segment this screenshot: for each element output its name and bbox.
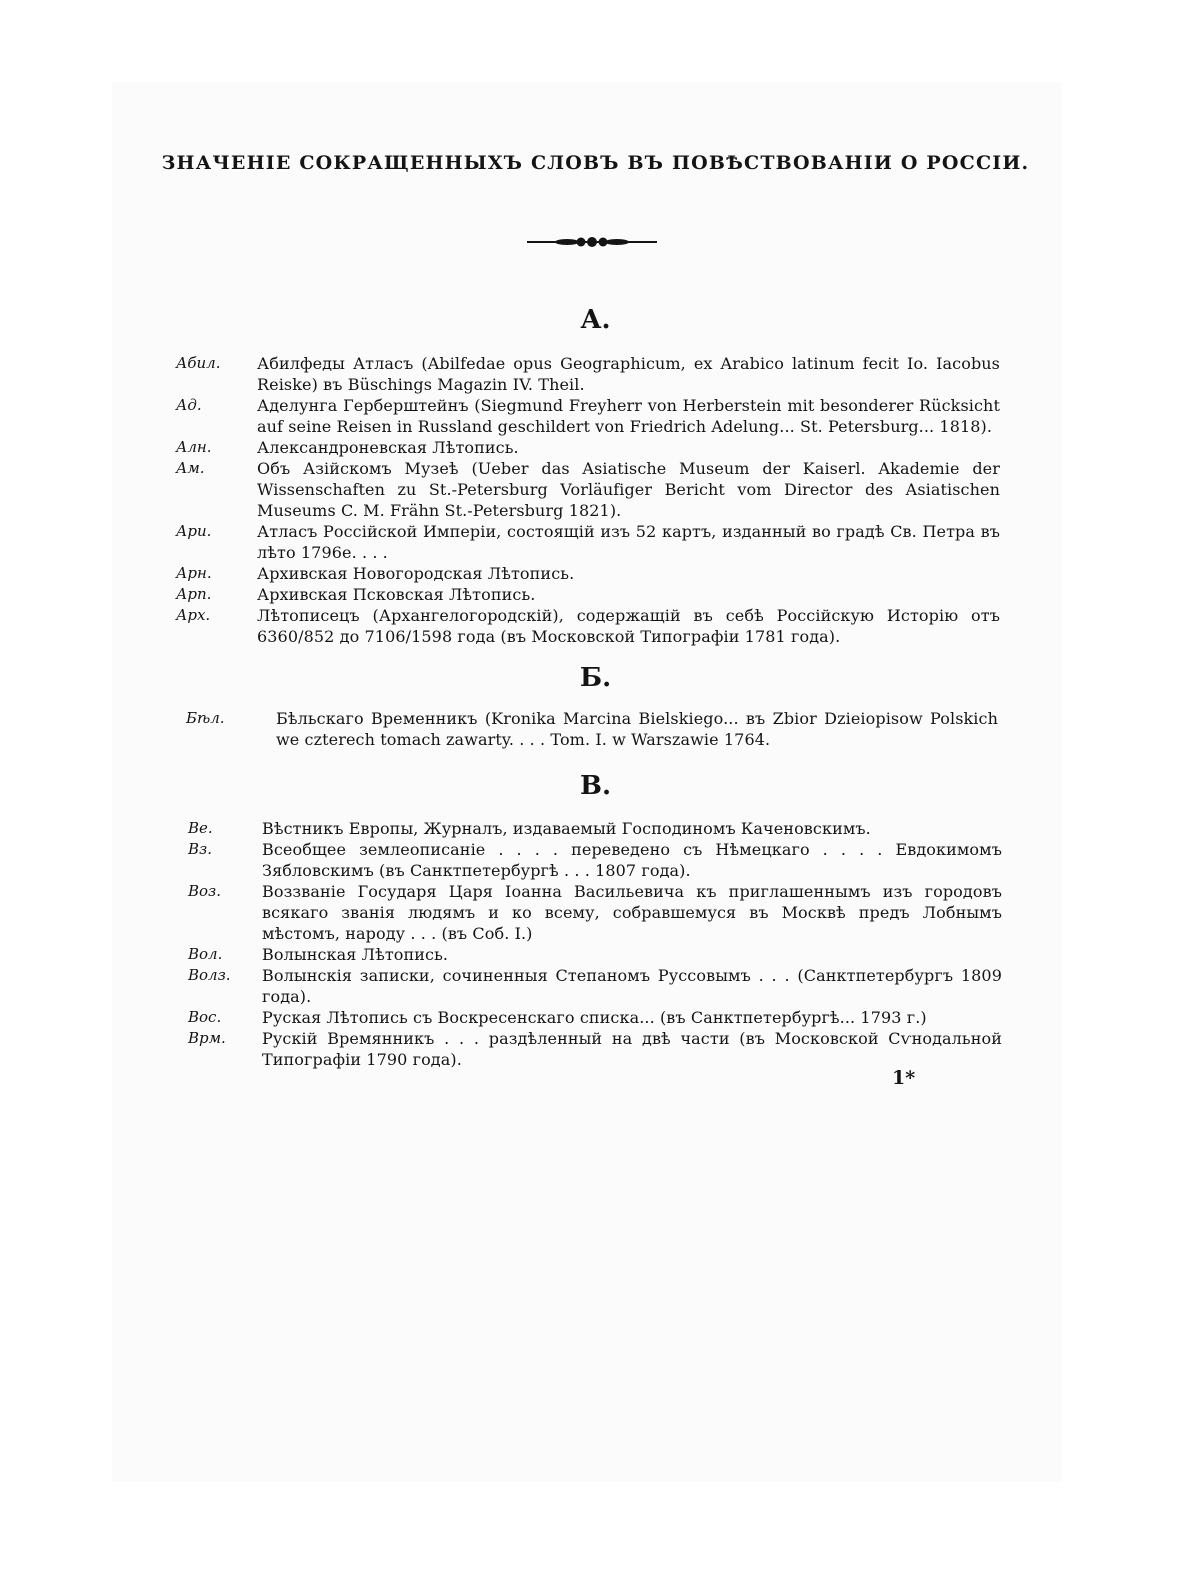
entry-definition: Всеобщее землеописанiе . . . . переведено съ Нѣмецкаго . . . . Евдокимомъ Зябловскимъ (въ Санктпетербургѣ . . . 1807 года). [262,840,1002,880]
list-item [0,839,1191,881]
entry-definition: Архивская Новогородская Лѣтопись. [257,564,575,583]
list-item [0,563,1191,584]
entry-abbreviation: Волз. [188,966,231,984]
entry-abbreviation: Вос. [188,1008,222,1026]
entry-abbreviation: Вол. [188,945,223,963]
entry-abbreviation: Арн. [176,564,212,582]
list-item [0,708,1191,750]
entry-definition: Воззванiе Государя Царя Iоанна Васильевича къ приглашеннымъ изъ городовъ всякаго званiя людямъ и ко всему, собравшемуся въ Москвѣ предъ Лобнымъ мѣстомъ, народу . . . (въ Соб. I.) [262,882,1002,943]
entry-definition: Рускiй Времянникъ . . . раздѣленный на двѣ части (въ Московской Сѵнодальной Типографiи 1790 года). [262,1029,1002,1069]
entry-definition: Волынская Лѣтопись. [262,945,449,964]
list-item [0,584,1191,605]
entry-definition: Руская Лѣтопись съ Воскресенскаго списка... (въ Санктпетербургѣ... 1793 г.) [262,1008,927,1027]
entry-definition: Абилфеды Атласъ (Abilfedae opus Geographicum, ex Arabico latinum fecit Io. Iacobus Reiske) въ Büschings Magazin IV. Theil. [257,354,1000,394]
section-b-entries [0,708,1191,750]
entry-definition: Александроневская Лѣтопись. [257,438,519,457]
page-number: 1* [892,1067,916,1089]
list-item [0,944,1191,965]
list-item [0,818,1191,839]
page-title: ЗНАЧЕНІЕ СОКРАЩЕННЫХЪ СЛОВЪ ВЪ ПОВѢСТВОВАНІИ О РОССІИ. [161,152,1030,174]
entry-definition: Вѣстникъ Европы, Журналъ, издаваемый Господиномъ Каченовскимъ. [262,819,871,838]
list-item [0,458,1191,521]
ornament-divider [527,233,657,251]
entry-definition: Лѣтописецъ (Архангелогородскiй), содержащiй въ себѣ Россiйскую Исторiю отъ 6360/852 до 7106/1598 года (въ Московской Типографiи 1781 года). [257,606,1000,646]
list-item [0,521,1191,563]
entry-abbreviation: Ам. [176,459,205,477]
list-item [0,881,1191,944]
section-v-entries [0,818,1191,1070]
entry-abbreviation: Врм. [188,1029,226,1047]
entry-abbreviation: Абил. [176,354,221,372]
section-a-entries [0,353,1191,647]
entry-definition: Бѣльскаго Временникъ (Kronika Marcina Bielskiego... въ Zbior Dzieiopisow Polskich we czterech tomach zawarty. . . . Tom. I. w Warszawie 1764. [276,709,998,749]
entry-abbreviation: Арх. [176,606,211,624]
list-item [0,965,1191,1007]
list-item [0,353,1191,395]
entry-abbreviation: Ари. [176,522,212,540]
list-item [0,1007,1191,1028]
section-letter-b: Б. [579,663,612,693]
entry-abbreviation: Алн. [176,438,212,456]
entry-abbreviation: Бѣл. [186,709,225,727]
list-item [0,395,1191,437]
entry-abbreviation: Ад. [176,396,202,414]
entry-definition: Объ Азiйскомъ Музеѣ (Ueber das Asiatische Museum der Kaiserl. Akademie der Wissenschaften zu St.-Petersburg Vorläufiger Bericht vom Director des Asiatischen Museums C. M. Frähn St.-Petersburg 1821). [257,459,1000,520]
entry-abbreviation: Ве. [188,819,213,837]
entry-abbreviation: Арп. [176,585,212,603]
list-item [0,1028,1191,1070]
entry-abbreviation: Воз. [188,882,222,900]
entry-definition: Атласъ Россiйской Имперiи, состоящiй изъ 52 картъ, изданный во градѣ Св. Петра въ лѣто 1796е. . . . [257,522,1000,562]
entry-definition: Аделунга Герберштейнъ (Siegmund Freyherr von Herberstein mit besonderer Rücksicht auf seine Reisen in Russland geschildert von Friedrich Adelung... St. Petersburg... 1818). [257,396,1000,436]
entry-definition: Архивская Псковская Лѣтопись. [257,585,536,604]
list-item [0,605,1191,647]
list-item [0,437,1191,458]
section-letter-v: В. [579,771,612,801]
entry-abbreviation: Вз. [188,840,212,858]
section-letter-a: А. [580,305,611,335]
entry-definition: Волынскiя записки, сочиненныя Степаномъ Руссовымъ . . . (Санктпетербургъ 1809 года). [262,966,1002,1006]
